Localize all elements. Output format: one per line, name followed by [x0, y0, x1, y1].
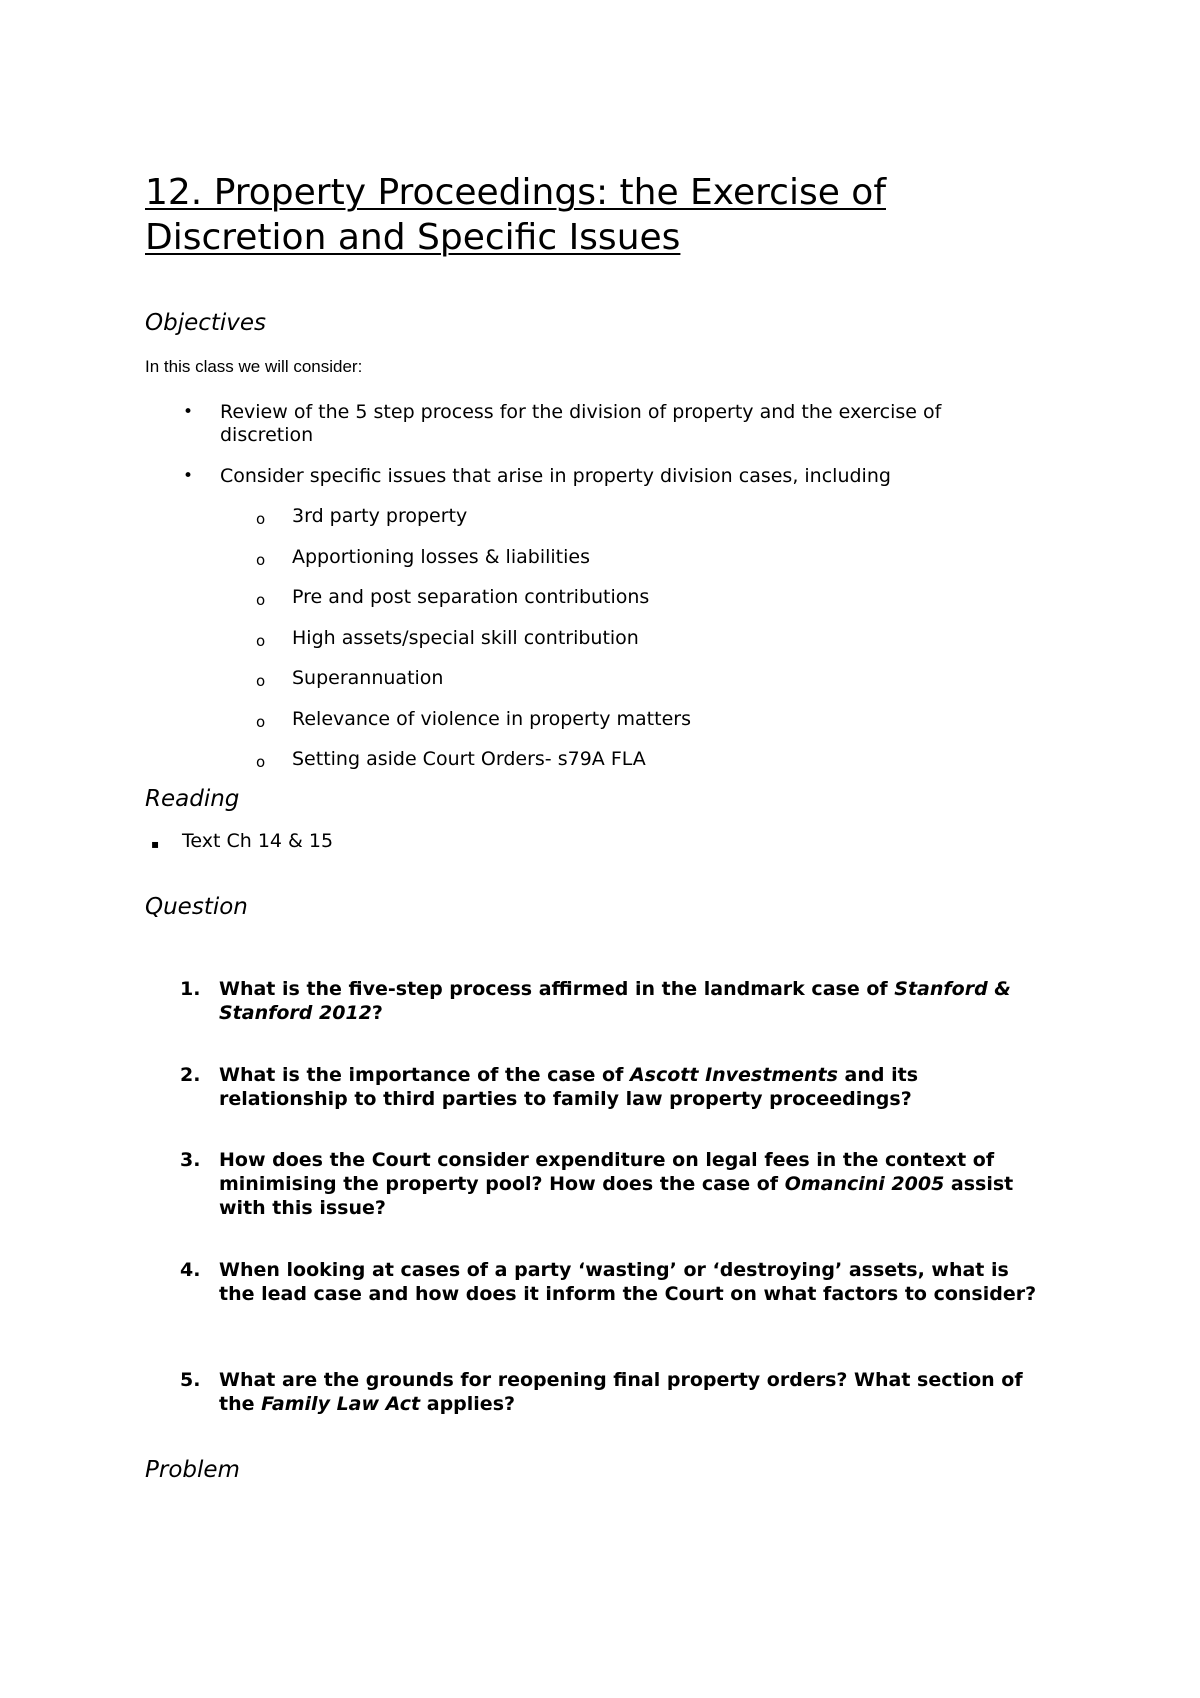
question-text: How does the Court consider expenditure on legal fees in the context of minimising the property pool? How does the case of Omancini 2005 assist with this issue? — [219, 1149, 1014, 1219]
circle-bullet-icon: o — [256, 713, 266, 731]
reading-text: Text Ch 14 & 15 — [182, 830, 334, 852]
subitem-text: Superannuation — [292, 667, 444, 689]
subitem-text: Relevance of violence in property matters — [292, 708, 691, 730]
question-number: 5. — [180, 1369, 201, 1391]
bullet-icon: • — [183, 402, 194, 422]
act-name: Family Law Act — [261, 1393, 421, 1415]
question-number: 1. — [180, 978, 201, 1000]
question-number: 4. — [180, 1259, 201, 1281]
subitem-text: Apportioning losses & liabilities — [292, 546, 590, 568]
circle-bullet-icon: o — [256, 551, 266, 569]
circle-bullet-icon: o — [256, 510, 266, 528]
reading-heading: Reading — [145, 786, 240, 812]
question-number: 3. — [180, 1149, 201, 1171]
subitem-text: 3rd party property — [292, 505, 468, 527]
circle-bullet-icon: o — [256, 753, 266, 771]
subitem-text: Pre and post separation contributions — [292, 586, 650, 608]
objectives-intro: In this class we will consider: — [145, 357, 363, 376]
document-title: 12. Property Proceedings: the Exercise of Discretion and Specific Issues — [145, 172, 886, 258]
case-name: Stanford & Stanford 2012 — [219, 978, 1011, 1024]
circle-bullet-icon: o — [256, 672, 266, 690]
circle-bullet-icon: o — [256, 591, 266, 609]
square-bullet-icon: ▪ — [151, 837, 160, 851]
objectives-heading: Objectives — [145, 310, 267, 336]
subitem-text: High assets/special skill contribution — [292, 627, 639, 649]
objective-text: Consider specific issues that arise in property division cases, including — [220, 465, 891, 487]
question-text: What is the importance of the case of Ascott Investments and its relationship to third parties to family law property proceedings? — [219, 1064, 919, 1110]
question-text: What is the five-step process affirmed in the landmark case of Stanford & Stanford 2012? — [219, 978, 1011, 1024]
question-text: What are the grounds for reopening final property orders? What section of the Family Law Act applies? — [219, 1369, 1023, 1415]
subitem-text: Setting aside Court Orders- s79A FLA — [292, 748, 646, 770]
question-heading: Question — [145, 894, 248, 920]
question-number: 2. — [180, 1064, 201, 1086]
question-text: When looking at cases of a party ‘wasting’ or ‘destroying’ assets, what is the lead case and how does it inform the Court on what factors to consider? — [219, 1259, 1037, 1305]
objective-text: Review of the 5 step process for the division of property and the exercise of discretion — [220, 401, 942, 446]
problem-heading: Problem — [145, 1457, 240, 1483]
circle-bullet-icon: o — [256, 632, 266, 650]
case-name: Omancini 2005 — [784, 1173, 945, 1195]
bullet-icon: • — [183, 466, 194, 486]
case-name: Ascott Investments — [629, 1064, 838, 1086]
